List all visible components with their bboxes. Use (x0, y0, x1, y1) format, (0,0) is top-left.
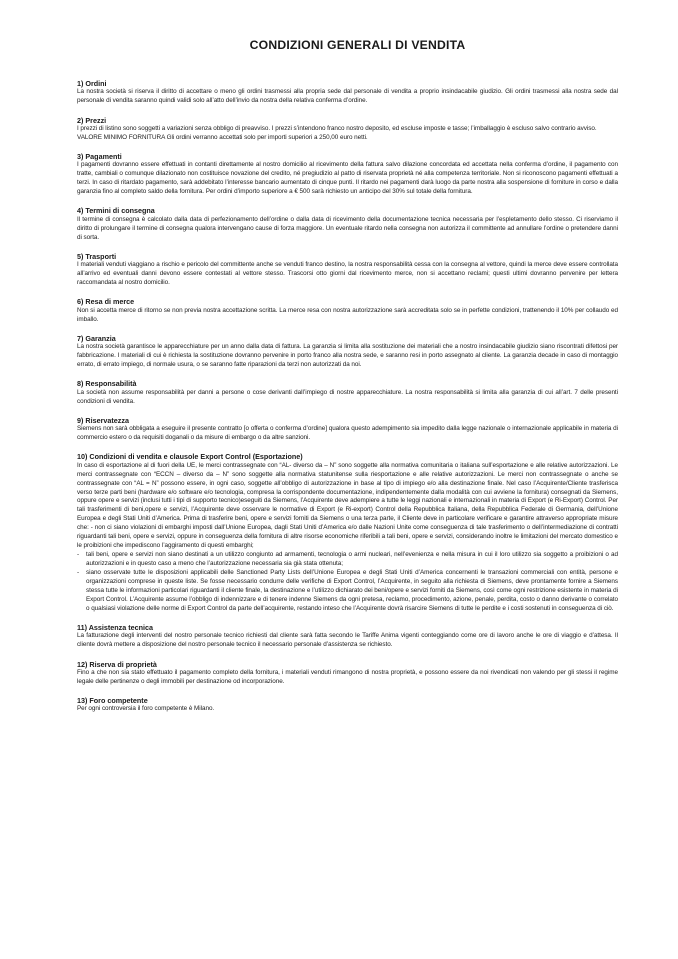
section-heading: 2) Prezzi (77, 115, 107, 125)
section-paragraph: La nostra società si riserva il diritto di accettare o meno gli ordini trasmessi alla propria sede dal personale di vendita a proprio insindacabile giudizio. Gli ordini trasmessi alla nostra sede dal personale di vendita saranno quindi validi solo all’atto dell’invio da nostra della relativa conferma d’ordine. (77, 88, 618, 105)
page-title: CONDIZIONI GENERALI DI VENDITA (249, 38, 466, 52)
section-heading: 10) Condizioni di vendita e clausole Export Control (Esportazione) (77, 452, 303, 462)
section-paragraph: Per ogni controversia il foro competente è Milano. (77, 705, 215, 713)
bullet-list (77, 551, 618, 614)
section-paragraph: La società non assume responsabilità per danni a persone o cose derivanti dall’impiego di nostre apparecchiature. La nostra responsabilità si limita alla garanzia di cui all’art. 7 delle presenti condizioni di vendita. (77, 388, 618, 405)
section-13 (77, 696, 618, 714)
section-heading: 13) Foro competente (77, 696, 148, 706)
section-heading: 6) Resa di merce (77, 297, 135, 307)
section-8 (77, 379, 618, 406)
section-3 (77, 152, 618, 197)
bullet-dash-icon: - (77, 551, 80, 559)
section-paragraph: Siemens non sarà obbligata a eseguire il presente contratto [o offerta o conferma d’ordine] qualora questo adempimento sia impedito dalla legge nazionale o internazionale applicabile in materia di commercio estero o da requisiti doganali o da misure di embargo o da altre sanzioni. (77, 425, 618, 442)
section-9 (77, 416, 618, 443)
bullet-item (77, 551, 618, 569)
section-paragraph: VALORE MINIMO FORNITURA Gli ordini verranno accettati solo per importi superiori a 250,00 euro netti. (77, 133, 368, 141)
section-paragraph: La nostra società garantisce le apparecchiature per un anno dalla data di fattura. La garanzia si limita alla sostituzione dei materiali che a nostro insindacabile giudizio siano riscontrati difettosi per fabbricazione. I materiali di cui è richiesta la sostituzione dovranno pervenire in porto franco alla nostra sede, e saranno resi in porto assegnato al cliente. La garanzia decade in caso di montaggio errato, di errato impiego, di normale usura, o se saranno fatte riparazioni da terzi non autorizzati da noi. (77, 343, 618, 369)
section-11 (77, 623, 618, 650)
section-10 (77, 452, 618, 614)
section-paragraph: Fino a che non sia stato effettuato il pagamento completo della fornitura, i materiali venduti rimangono di nostra proprietà, e possono essere da noi rivendicati non valendo per gli stessi il regime legale delle pertinenze o degli immobili per destinazione od incorporazione. (77, 668, 618, 685)
section-heading: 1) Ordini (77, 79, 107, 88)
section-6 (77, 297, 618, 324)
section-heading: 7) Garanzia (77, 333, 116, 343)
section-paragraph: In caso di esportazione al di fuori della UE, le merci contrassegnate con “AL- diverso da – N” sono soggette alla normativa comunitaria o italiana sull’esportazione e alle relative autorizzazioni. Le merci contrassegnate con “ECCN – diverso da – N” sono soggette alla normativa statunitense sulla riesportazione e alle relative autorizzazioni. Le merci non contrassegnate o anche se contrassegnate con “AL = N” possono essere, in ogni caso, soggette all’obbligo di autorizzazione in base al tipo di impiego e/o alla destinazione finale. Nel caso l’Acquirente/Cliente trasferisca verso terze parti beni (hardware e/o software e/o tecnologia, compresa la corrispondente documentazione, indipendentemente dalla modalità con cui avviene la fornitura) consegnati da Siemens, oppure opere e servizi (inclusi tutti i tipi di supporto tecnico)eseguiti da Siemens, l’Acquirente deve adempiere a tutte le leggi nazionali e internazionali in materia di Export (e Ri-Export) Control. Per tali trasferimenti di beni,opere e servizi, l’Acquirente deve osservare le normative di Export (e Ri-export) Control della Repubblica Italiana, della Repubblica Federale di Germania, dell’Unione Europea e degli Stati Uniti d’America. Prima di trasferire beni, opere e servizi forniti da Siemens o una terza parte, il Cliente deve in particolare verificare e garantire attraverso appropriate misure che: - non ci siano violazioni di embarghi imposti dall’Unione Europea, dagli Stati Uniti d’America e/o dalle Nazioni Unite come conseguenza di tale trasferimento o dell’intermediazione di contratti riguardanti tali beni, opere e servizi, oppure in conseguenza della fornitura di altre risorse economiche riferibili a tali beni, opere e servizi, considerando inoltre le limitazioni del mercato domestico e le proibizioni che impediscono l’aggiramento di questi embarghi; (77, 461, 618, 550)
section-12 (77, 660, 618, 687)
section-paragraph: I pagamenti dovranno essere effettuati in contanti direttamente al nostro domicilio al ricevimento della fattura salvo dilazione concordata ed accettata nella conferma d’ordine, il pagamento con tratte, cambiali o comunque dilazionato non costituisce novazione del credito, né pregiudizio al patto di riservata proprietà né alla competenza territoriale. Non si riconoscono pagamenti effettuati a terzi. In caso di ritardato pagamento, sarà addebitato l’interesse bancario aumentato di cinque punti. Il ritardo nei pagamenti darà luogo da parte nostra alla sospensione di forniture in corso e dalla garanzia fino al completo saldo della fornitura. Per ordini d’importo superiore a € 500 sarà richiesto un anticipo del 30% sul totale della fornitura. (77, 161, 618, 196)
section-heading: 8) Responsabilità (77, 379, 137, 389)
bullet-text: tali beni, opere e servizi non siano destinati a un utilizzo congiunto ad armamenti, tecnologia o armi nucleari, nell’evenienza e nella misura in cui il loro utilizzo sia soggetto a proibizioni o ad autorizzazioni e in questo caso a meno che l’autorizzazione necessaria sia già stata ottenuta; (86, 551, 618, 568)
section-4 (77, 206, 618, 242)
section-paragraph: Il termine di consegna è calcolato dalla data di perfezionamento dell’ordine o dalla data di ricevimento della documentazione tecnica necessaria per l’espletamento dello stesso. Ci riserviamo il diritto di prolungare il termine di consegna qualora intervengano cause di forza maggiore. Un eventuale ritardo nella consegna non autorizza il committente ad annullare l’ordine o pretendere danni di sorta. (77, 215, 618, 241)
sections-container (77, 79, 618, 714)
section-heading: 3) Pagamenti (77, 152, 122, 161)
section-5 (77, 252, 618, 288)
section-7 (77, 334, 618, 370)
section-paragraph: Non si accetta merce di ritorno se non previa nostra accettazione scritta. La merce resa con nostra autorizzazione sarà accreditata solo se in perfette condizioni, trattenendo il 10% per collaudo ed imballo. (77, 306, 618, 323)
section-heading: 11) Assistenza tecnica (77, 623, 154, 633)
bullet-dash-icon: - (77, 569, 80, 577)
bullet-text: siano osservate tutte le disposizioni applicabili delle Sanctioned Party Lists dell’Unione Europea e degli Stati Uniti d’America concernenti le transazioni commerciali con entità, persone e organizzazioni comprese in queste liste. Se fosse necessario condurre delle verifiche di Export Control, l’Acquirente, in seguito alla richiesta di Siemens, deve prontamente fornire a Siemens stessa tutte le informazioni particolari riguardanti il cliente finale, la destinazione e l’utilizzo dichiarato dei beni/opere e servizi forniti da Siemens, così come ogni restrizione esistente in materia di Export Control. L’Acquirente assume l’obbligo di indennizzare e di tenere indenne Siemens da ogni pretesa, reclamo, procedimento, azione, penale, perdita, costo o danno derivante o correlato o qualsiasi violazione delle norme di Export Control da parte dell’acquirente, restando inteso che l’Acquirente dovrà risarcire Siemens di tutte le perdite e i costi sostenuti in conseguenza di ciò. (86, 569, 618, 612)
section-2 (77, 116, 618, 143)
section-paragraph: I materiali venduti viaggiano a rischio e pericolo del committente anche se venduti franco destino, la nostra responsabilità cessa con la consegna al vettore, quindi la merce deve essere controllata all’arrivo ed eventuali danni devono essere contestati al vettore stesso. Trascorsi otto giorni dal ricevimento merce, non si accettano reclami; questi ultimi dovranno pervenire per lettera raccomandata al nostro domicilio. (77, 261, 618, 287)
section-heading: 4) Termini di consegna (77, 206, 155, 216)
section-paragraph: I prezzi di listino sono soggetti a variazioni senza obbligo di preavviso. I prezzi s’intendono franco nostro deposito, ed escluse imposte e tasse; l’imballaggio è escluso salvo contrario avviso. (77, 124, 597, 132)
bullet-item (77, 569, 618, 614)
section-paragraph: La fatturazione degli interventi del nostro personale tecnico richiesti dal cliente sarà fatta secondo le Tariffe Anima vigenti conteggiando come ore di lavoro anche le ore di viaggio e d’attesa. Il cliente dovrà mettere a disposizione del nostro personale tecnico il necessario personale d’assistenza se richiesto. (77, 632, 618, 649)
section-heading: 5) Trasporti (77, 251, 117, 261)
section-1 (77, 79, 618, 106)
section-heading: 12) Riserva di proprietà (77, 659, 157, 669)
section-heading: 9) Riservatezza (77, 415, 129, 425)
